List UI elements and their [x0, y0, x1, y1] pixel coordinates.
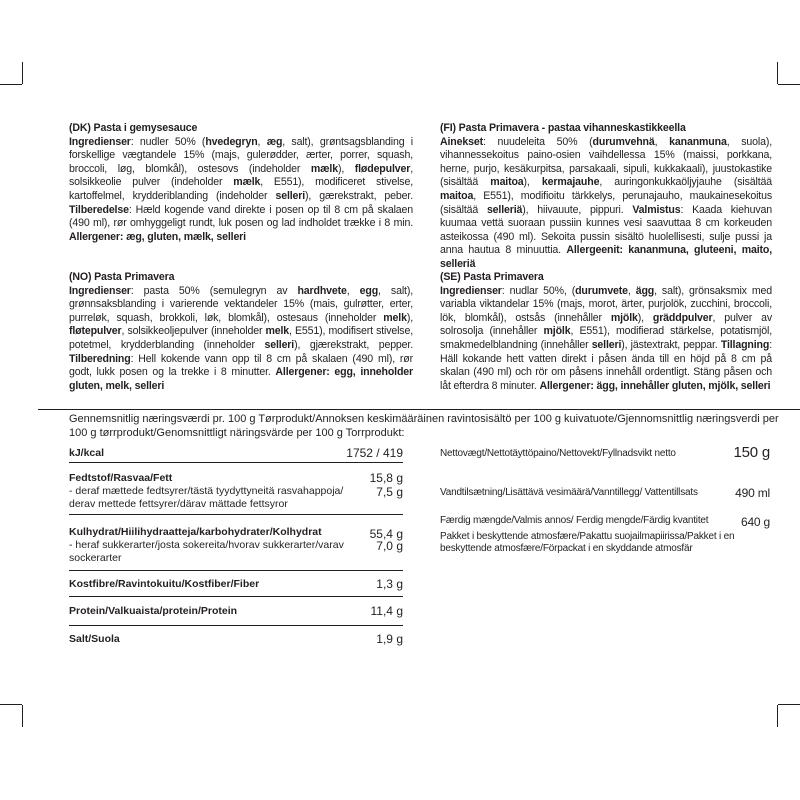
- preparation-label: Tilberedning: [69, 352, 131, 365]
- allergen: ägg: [635, 284, 655, 297]
- text: , E551), modifierad stärkelse, potatismjöl, smakmedelblandning (innehåller: [440, 325, 772, 351]
- crop-mark: [0, 704, 22, 705]
- allergen: mælk: [233, 176, 261, 189]
- crop-mark: [777, 62, 778, 84]
- text: ), hiivauute, pippuri.: [522, 203, 633, 216]
- fat-label: Fedtstof/Rasvaa/Fett: [69, 472, 173, 484]
- energy-label: kJ/kcal: [69, 447, 105, 459]
- row-rule: [69, 462, 403, 463]
- text: , auringonkukkaöljyjauhe (sisältää: [599, 176, 773, 189]
- allergen: æg: [266, 135, 283, 148]
- fat-value: 15,8 g: [369, 471, 403, 485]
- text: , E551), modifisert stivelse, potetmel, krydderblanding (inneholder: [69, 325, 413, 351]
- preparation-label: Tilberedelse: [69, 203, 129, 216]
- text: , solsikkeolie pulver (indeholder: [69, 162, 413, 189]
- fiber-value: 1,3 g: [376, 577, 403, 591]
- nutrition-row-fat: [69, 472, 403, 512]
- text: : Kaada kiehuvan kuumaa vettä suoraan pussiin kunnes vesi saavuttaa 8 cm korkeuden asteikossa (490 ml). Sekoita pussin sisältö huolellisesti, sulje pussi ja anna hautua 8 minuuttia.: [440, 203, 772, 257]
- preparation-label: Valmistus: [632, 203, 681, 216]
- crop-mark: [22, 705, 23, 727]
- preparation-label: Tillagning: [720, 338, 770, 351]
- text: : nudlar 50%, (: [501, 284, 576, 297]
- allergen: durumvehnä: [592, 135, 655, 148]
- text: , solsikkeoljepulver (inneholder: [121, 325, 266, 338]
- protein-label: Protein/Valkuaista/protein/Protein: [69, 605, 238, 617]
- se-title: (SE) Pasta Primavera: [440, 271, 544, 283]
- crop-mark: [0, 84, 22, 85]
- text: ), jästextrakt, peppar.: [621, 338, 721, 351]
- allergens-summary: Allergener: egg, inneholder gluten, melk, selleri: [69, 366, 413, 392]
- salt-value: 1,9 g: [376, 632, 403, 646]
- allergen: maitoa: [490, 176, 524, 189]
- crop-mark: [778, 704, 800, 705]
- nutrition-row-carbs: [69, 526, 403, 566]
- text: , E551), modifioitu tärkkelys, perunajauho, maukainesekoitus (sisältää: [440, 189, 772, 216]
- allergen: mjölk: [543, 325, 571, 338]
- row-rule: [69, 514, 403, 515]
- text: ), gjærekstrakt, pepper.: [294, 338, 414, 351]
- allergen: melk: [265, 325, 290, 338]
- allergen: durumvete: [575, 284, 628, 297]
- allergen: kermajauhe: [541, 176, 600, 189]
- net-weight-label: Nettovægt/Nettotäyttöpaino/Nettovekt/Fyllnadsvikt netto: [440, 448, 676, 459]
- allergen: egg: [359, 284, 379, 297]
- allergen: kananmuna: [669, 135, 727, 148]
- ready-value: 640 g: [740, 515, 770, 529]
- salt-label: Salt/Suola: [69, 633, 120, 645]
- allergen: selleriä: [486, 203, 523, 216]
- se-ingredients-block: [440, 271, 772, 393]
- text: : Hell kokende vann opp til 8 cm på skalaen (490 ml), rør godt, lukk posen og la trekke i 8 minutter.: [69, 352, 413, 379]
- crop-mark: [22, 62, 23, 84]
- water-value: 490 ml: [735, 486, 770, 500]
- dk-ing-label: Ingredienser: [69, 135, 131, 148]
- fi-ingredients-block: [440, 122, 772, 272]
- text: : pasta 50% (semulegryn av: [130, 284, 298, 297]
- allergen: mjölk: [610, 311, 638, 324]
- text: ),: [406, 311, 413, 324]
- ready-label: Færdig mængde/Valmis annos/ Ferdig mengde/Färdig kvantitet: [440, 515, 709, 526]
- nutrition-row-salt: [69, 633, 403, 647]
- allergen: gräddpulver: [652, 311, 713, 324]
- row-rule: [69, 625, 403, 626]
- allergen: melk: [383, 311, 407, 324]
- section-divider: [38, 409, 800, 410]
- text: : Häll kokande hett vatten direkt i påsen ända till en höjd på 8 cm på skalan (490 ml) och rör om påsens innehåll ordentligt. Stäng påsen och låt efterdra 8 minuter.: [440, 338, 772, 392]
- sugars-value: 7,0 g: [376, 539, 403, 553]
- water-row: [440, 487, 770, 501]
- text: ,: [627, 284, 636, 297]
- text: : Hæld kogende vand direkte i posen op til 8 cm på skalaen (490 ml), rør omhyggeligt rundt, luk posen og lad indholdet trække i 8 min.: [69, 203, 413, 230]
- fi-ing-label: Ainekset: [440, 135, 483, 148]
- nutrition-row-energy: [69, 447, 403, 461]
- net-weight-value: 150 g: [733, 444, 770, 461]
- energy-value: 1752 / 419: [346, 446, 403, 460]
- allergen: selleri: [264, 338, 295, 351]
- text: , pulver av solrosolja (innehåller: [440, 311, 772, 338]
- allergen: flødepulver: [354, 162, 411, 175]
- nutrition-heading: Gennemsnitlig næringsværdi pr. 100 g Tørprodukt/Annoksen keskimääräinen ravintosisältö per 100 g kuivatuote/Gjennomsnittlig næringsverdi per 100 g tørrprodukt/Genomsnittligt näringsvärde per 100 g Torrprodukt:: [69, 413, 779, 439]
- allergen: selleri: [275, 189, 306, 202]
- text: ),: [523, 176, 542, 189]
- saturated-fat-value: 7,5 g: [376, 485, 403, 499]
- no-ing-label: Ingredienser: [69, 284, 131, 297]
- nutrition-row-fiber: [69, 578, 403, 592]
- fi-title: (FI) Pasta Primavera - pastaa vihanneskastikkeella: [440, 122, 686, 134]
- crop-mark: [778, 84, 800, 85]
- text: , E551), modificeret stivelse, kartoffelmel, krydderiblanding (indeholder: [69, 176, 413, 202]
- allergens-summary: Allergener: ägg, innehåller gluten, mjölk, selleri: [539, 379, 771, 392]
- allergen: hardhvete: [297, 284, 347, 297]
- fiber-label: Kostfibre/Ravintokuitu/Kostfiber/Fiber: [69, 578, 260, 590]
- ready-row: [440, 515, 770, 529]
- text: : nuudeleita 50% (: [482, 135, 593, 148]
- text: , salt), grøntsagsblanding i forskellige vægtandele 15% (majs, gulerødder, ærter, porrer, squash, broccoli, løg, blomkål), ostesovs (indeholder: [69, 135, 413, 175]
- row-rule: [69, 596, 403, 597]
- row-rule: [69, 570, 403, 571]
- text: ,: [346, 284, 360, 297]
- text: , salt), grönsaksmix med variabla viktandelar 15% (majs, morot, ärter, purjolök, zucchini, broccoli, lök, blomkål), ostsås (innehåller: [440, 284, 772, 324]
- net-weight-row: [440, 444, 770, 464]
- se-ing-label: Ingredienser: [440, 284, 502, 297]
- text: , suola), vihannessekoitus paino-osien vaihdellessa 15% (maissi, porkkana, herne, purjo, kesäkurpitsa, parsakaali, sipuli, kukkakaali), juustokastike (sisältää: [440, 135, 772, 189]
- text: ,: [654, 135, 670, 148]
- crop-mark: [777, 705, 778, 727]
- allergens-summary: Allergeenit: kananmuna, gluteeni, maito, selleriä: [440, 244, 772, 270]
- allergen: hvedegryn: [205, 135, 258, 148]
- water-label: Vandtilsætning/Lisättävä vesimäärä/Vanntillegg/ Vattentillsats: [440, 487, 698, 498]
- text: : nudler 50% (: [130, 135, 206, 148]
- nutrition-row-protein: [69, 605, 403, 619]
- dk-title: (DK) Pasta i gemysesauce: [69, 122, 198, 134]
- protein-value: 11,4 g: [370, 604, 403, 618]
- saturated-fat-label: - deraf mættede fedtsyrer/tästä tyydyttyneitä rasvahappoja/ derav mettede fettsyrer/därav mättade fettsyror: [69, 485, 344, 510]
- dk-ingredients-block: [69, 122, 413, 244]
- text: ),: [337, 162, 355, 175]
- allergen: mælk: [310, 162, 338, 175]
- text: ), gærekstrakt, peber.: [305, 189, 413, 202]
- allergens-summary: Allergener: æg, gluten, mælk, selleri: [69, 230, 246, 243]
- text: ),: [637, 311, 653, 324]
- allergen: maitoa: [440, 189, 474, 202]
- text: ,: [257, 135, 267, 148]
- sugars-label: - heraf sukkerarter/josta sokereita/hvorav sukkerarter/varav sockerarter: [69, 539, 344, 564]
- allergen: fløtepulver: [69, 325, 122, 338]
- carbs-value: 55,4 g: [369, 527, 403, 541]
- text: , salt), grønnsaksblanding i varierende vektandeler 15% (mais, gulrøtter, erter, purreløk, squash, brokkoli, løk, blomkål), ostesaus (inneholder: [69, 284, 413, 324]
- allergen: selleri: [591, 338, 622, 351]
- carbs-label: Kulhydrat/Hiilihydraatteja/karbohydrater/Kolhydrat: [69, 526, 322, 538]
- no-ingredients-block: [69, 271, 413, 393]
- atmosphere-note: Pakket i beskyttende atmosfære/Pakattu suojailmapiirissa/Pakket i en beskyttende atmosfære/Förpackat i en skyddande atmosfär: [440, 531, 735, 554]
- no-title: (NO) Pasta Primavera: [69, 271, 175, 283]
